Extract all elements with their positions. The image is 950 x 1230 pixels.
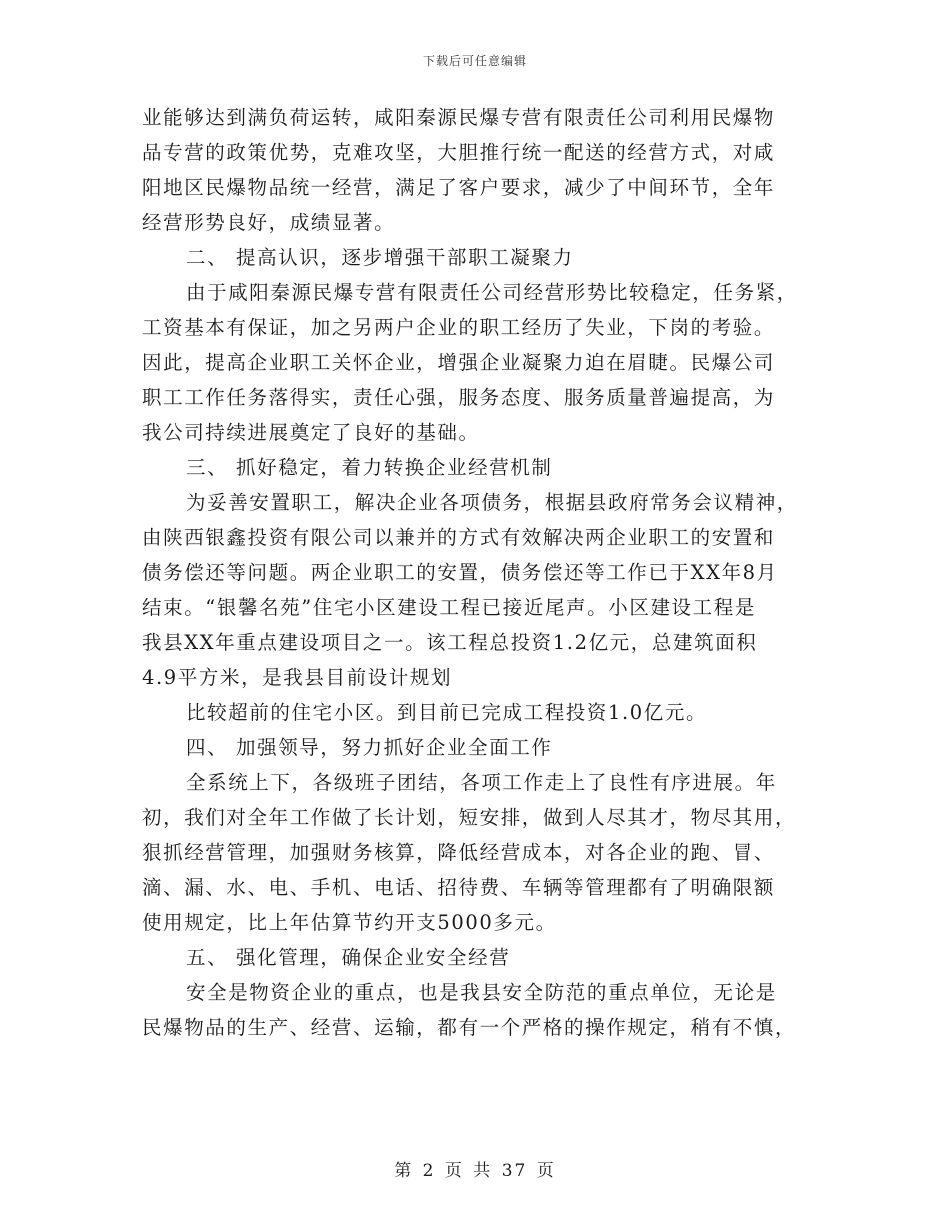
text-line: 我公司持续进展奠定了良好的基础。	[142, 421, 480, 444]
document-body	[142, 100, 808, 1045]
text-line: 由陕西银鑫投资有限公司以兼并的方式有效解决两企业职工的安置和	[142, 526, 776, 549]
text-line: 使用规定，比上年估算节约开支5000多元。	[142, 911, 557, 934]
text-line: 为妥善安置职工，解决企业各项债务，根据县政府常务会议精神，	[186, 491, 798, 514]
text-line: 结束。“银馨名苑”住宅小区建设工程已接近尾声。小区建设工程是	[142, 596, 756, 619]
text-line: 滴、漏、水、电、手机、电话、招待费、车辆等管理都有了明确限额	[142, 876, 776, 899]
text-line: 由于咸阳秦源民爆专营有限责任公司经营形势比较稳定，任务紧，	[186, 281, 798, 304]
text-line: 品专营的政策优势，克难攻坚，大胆推行统一配送的经营方式，对咸	[142, 141, 776, 164]
text-line: 职工工作任务落得实，责任心强，服务态度、服务质量普遍提高，为	[142, 386, 776, 409]
text-line: 我县XX年重点建设项目之一。该工程总投资1.2亿元，总建筑面积	[142, 631, 758, 654]
text-line: 经营形势良好，成绩显著。	[142, 211, 396, 234]
text-line: 二、 提高认识，逐步增强干部职工凝聚力	[186, 246, 574, 269]
text-line: 初，我们对全年工作做了长计划，短安排，做到人尽其才，物尽其用，	[142, 806, 797, 829]
text-line: 安全是物资企业的重点，也是我县安全防范的重点单位，无论是	[186, 981, 777, 1004]
text-line: 业能够达到满负荷运转，咸阳秦源民爆专营有限责任公司利用民爆物	[142, 106, 776, 129]
text-line: 四、 加强领导，努力抓好企业全面工作	[186, 736, 553, 759]
text-line: 狠抓经营管理，加强财务核算，降低经营成本，对各企业的跑、冒、	[142, 841, 776, 864]
text-line: 民爆物品的生产、经营、运输，都有一个严格的操作规定，稍有不慎，	[142, 1016, 797, 1039]
text-line: 4.9平方米，是我县目前设计规划	[142, 666, 453, 689]
text-line: 工资基本有保证，加之另两户企业的职工经历了失业，下岗的考验。	[142, 316, 776, 339]
page-number-footer: 第 2 页 共 37 页	[394, 1161, 556, 1181]
text-line: 三、 抓好稳定，着力转换企业经营机制	[186, 456, 553, 479]
page-header-note: 下载后可任意编辑	[422, 54, 527, 68]
text-line: 比较超前的住宅小区。到目前已完成工程投资1.0亿元。	[186, 701, 708, 724]
text-line: 五、 强化管理，确保企业安全经营	[186, 946, 511, 969]
text-line: 全系统上下，各级班子团结，各项工作走上了良性有序进展。年	[186, 771, 777, 794]
text-line: 阳地区民爆物品统一经营，满足了客户要求，减少了中间环节，全年	[142, 176, 776, 199]
text-line: 债务偿还等问题。两企业职工的安置，债务偿还等工作已于XX年8月	[142, 561, 778, 584]
text-line: 因此，提高企业职工关怀企业，增强企业凝聚力迫在眉睫。民爆公司	[142, 351, 776, 374]
